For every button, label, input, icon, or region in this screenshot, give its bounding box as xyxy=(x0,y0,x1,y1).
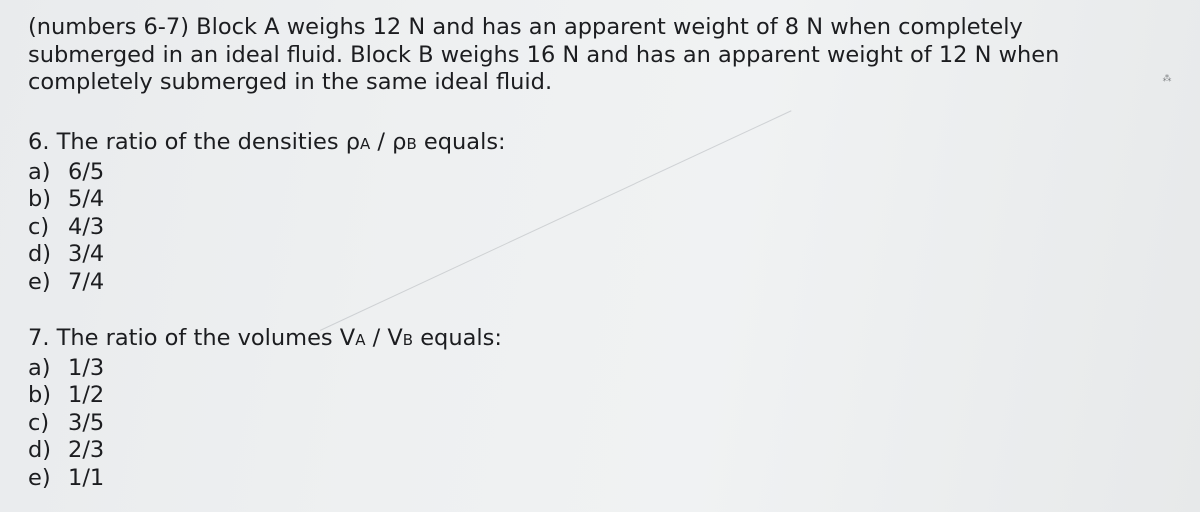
intro-line-1: (numbers 6-7) Block A weighs 12 N and has an apparent weight of 8 N when completely xyxy=(28,14,1023,40)
choice-value: 7/4 xyxy=(68,268,105,295)
question-7-prompt xyxy=(28,325,502,355)
choice-letter: a) xyxy=(28,354,51,381)
choice-letter: e) xyxy=(28,464,51,491)
question-7-choice-b[interactable] xyxy=(28,382,502,410)
choice-value: 1/2 xyxy=(68,382,105,409)
question-6-text-before: The ratio of the densities ρ xyxy=(56,129,361,155)
problem-intro xyxy=(28,14,1178,97)
intro-line-3: completely submerged in the same ideal fluid. xyxy=(28,69,553,95)
question-7-choice-d[interactable] xyxy=(28,437,502,465)
question-6 xyxy=(28,129,506,297)
question-6-sub-b: B xyxy=(406,135,417,153)
question-7-sub-b: B xyxy=(402,331,414,349)
choice-value: 5/4 xyxy=(68,186,105,213)
question-7-choice-a[interactable] xyxy=(28,355,502,383)
choice-value: 6/5 xyxy=(68,158,105,185)
corner-mark-icon: ⁂ xyxy=(1162,74,1172,84)
question-6-choice-e[interactable] xyxy=(28,269,506,297)
choice-letter: b) xyxy=(28,382,52,409)
question-7-text-before: The ratio of the volumes V xyxy=(56,325,356,351)
choice-value: 1/3 xyxy=(68,354,105,381)
question-6-text-after: equals: xyxy=(416,129,506,155)
choice-letter: c) xyxy=(28,409,50,436)
question-7-sub-a: A xyxy=(355,331,366,349)
choice-letter: d) xyxy=(28,241,52,268)
choice-value: 2/3 xyxy=(68,437,105,464)
question-6-middle: / ρ xyxy=(370,129,407,155)
choice-letter: a) xyxy=(28,158,51,185)
question-7 xyxy=(28,325,502,493)
question-7-choice-c[interactable] xyxy=(28,410,502,438)
choice-letter: d) xyxy=(28,437,52,464)
question-6-choice-c[interactable] xyxy=(28,214,506,242)
question-6-prompt xyxy=(28,129,506,159)
question-7-choice-e[interactable] xyxy=(28,465,502,493)
choice-value: 3/4 xyxy=(68,241,105,268)
question-6-choice-d[interactable] xyxy=(28,241,506,269)
question-7-number: 7. xyxy=(28,325,50,351)
question-6-choice-b[interactable] xyxy=(28,186,506,214)
choice-letter: e) xyxy=(28,268,51,295)
choice-value: 4/3 xyxy=(68,213,105,240)
question-6-sub-a: A xyxy=(360,135,371,153)
choice-value: 3/5 xyxy=(68,409,105,436)
question-7-middle: / V xyxy=(365,325,403,351)
choice-letter: b) xyxy=(28,186,52,213)
choice-value: 1/1 xyxy=(68,464,105,491)
intro-line-2: submerged in an ideal fluid. Block B weighs 16 N and has an apparent weight of 12 N when xyxy=(28,41,1060,68)
question-6-choice-a[interactable] xyxy=(28,159,506,187)
question-7-text-after: equals: xyxy=(413,325,502,351)
question-6-number: 6. xyxy=(28,129,50,155)
choice-letter: c) xyxy=(28,213,50,240)
